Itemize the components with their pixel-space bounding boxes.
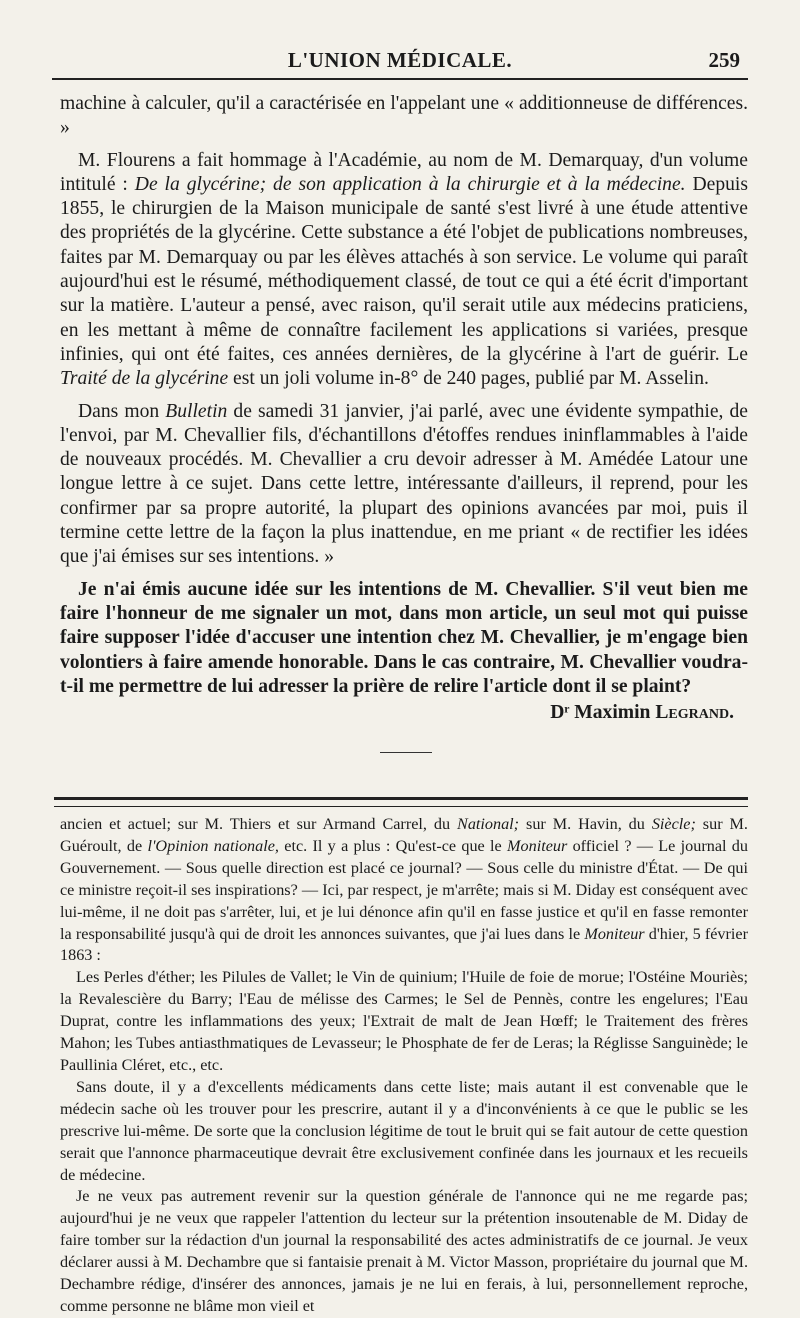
- footnote-separator: [54, 797, 748, 807]
- paragraph-2: [60, 149, 748, 392]
- text-span: d'hier, 5 février 1863 :: [60, 924, 748, 965]
- footnote-text: [60, 814, 748, 1318]
- text-span: Dans mon: [78, 400, 166, 422]
- bulletin-title: Bulletin: [165, 400, 228, 422]
- book-title: De la glycérine; de son application à la chirurgie et à la médecine.: [134, 173, 686, 195]
- text-span: sur M. Guéroult, de: [60, 815, 748, 855]
- main-text: [60, 92, 748, 725]
- paragraph-1: machine à calculer, qu'il a caractérisée en l'appelant une « additionneuse de différences. »: [60, 93, 748, 139]
- header-rule: [52, 78, 748, 80]
- running-title: L'UNION MÉDICALE.: [287, 48, 513, 72]
- page-number: 259: [708, 48, 740, 72]
- newspaper-title: Moniteur: [507, 836, 568, 855]
- text-span: est un joli volume in-8° de 240 pages, publié par M. Asselin.: [228, 368, 709, 390]
- page-header: [60, 44, 740, 74]
- text-span: etc. Il y a plus : Qu'est-ce que le: [278, 836, 508, 855]
- paragraph-3: [60, 400, 748, 570]
- book-title-short: Traité de la glycérine: [60, 368, 229, 390]
- footnote-paragraph-2: Les Perles d'éther; les Pilules de Vallet; le Vin de quinium; l'Huile de foie de morue; l'Ostéine Mouriès; la Revalescière du Barry; l'Eau de mélisse des Carmes; le Sel de Pennès, contre les engelures; l'Eau Duprat, contre les inflammations des yeux; l'Extrait de malt de Jean Hœff; le Traitement des frères Mahon; les Tubes antiasthmatiques de Levasseur; le Phosphate de fer de Leras; la Réglisse Sanguinède; le Paullinia Cléret, etc., etc.: [60, 968, 748, 1074]
- signature-name: Legrand.: [655, 702, 734, 724]
- text-span: Depuis 1855, le chirurgien de la Maison municipale de santé s'est livré à une étude attentive des propriétés de la glycérine. Cette substance a été l'objet de publications nombreuses, faites par M. Demarquay ou par les élèves attachés à son service. Le volume qui paraît aujourd'hui est le résumé, méthodiquement classé, de tout ce qui a été écrit d'important sur la matière. L'auteur a pensé, avec raison, qu'il serait utile aux médecins praticiens, en les mettant à même de connaître facilement les applications si variées, presque infinies, qui ont été faites, ces années dernières, de la glycérine à l'art de guérir. Le: [60, 173, 748, 365]
- section-divider: [380, 752, 432, 753]
- newspaper-title: Siècle;: [651, 815, 696, 833]
- newspaper-title: Moniteur: [584, 924, 645, 943]
- paragraph-4: Je n'ai émis aucune idée sur les intentions de M. Chevallier. S'il veut bien me faire l'honneur de me signaler un mot, dans mon article, un seul mot qui puisse faire supposer l'idée d'accuser une intention chez M. Chevallier, je m'engage bien volontiers à faire amende honorable. Dans le cas contraire, M. Chevallier voudra-t-il me permettre de lui adresser la prière de relire l'article dont il se plaint?: [60, 578, 748, 697]
- footnote-paragraph-3: Sans doute, il y a d'excellents médicaments dans cette liste; mais autant il est convenable que le médecin sache où les trouver pour les prescrire, autant il y a d'inconvénients à ce que le public se les prescrive lui-même. De sorte que la conclusion légitime de tout le bruit qui se fait autour de cette question serait que l'annonce pharmaceutique devrait être exclusivement confinée dans les journaux et les recueils de médecine.: [60, 1077, 748, 1184]
- text-span: de samedi 31 janvier, j'ai parlé, avec une évidente sympathie, de l'envoi, par M. Chevallier fils, d'échantillons d'étoffes rendues ininflammables à l'aide de nouveaux procédés. M. Chevallier a cru devoir adresser à M. Amédée Latour une longue lettre à ce sujet. Dans cette lettre, intéressante d'ailleurs, il reprend, pour les confirmer par sa propre autorité, la plupart des opinions avancées par moi, puis il termine cette lettre de la façon la plus inattendue, en me priant « de rectifier les idées que j'ai émises sur ses intentions. »: [60, 400, 748, 568]
- text-span: ancien et actuel; sur M. Thiers et sur Armand Carrel, du: [60, 815, 458, 833]
- signature: [60, 701, 748, 725]
- newspaper-title: l'Opinion nationale,: [147, 836, 279, 855]
- text-span: officiel ? — Le journal du Gouvernement. — Sous quelle direction est placé ce journal? — Sous celle du ministre d'État. — De qui ce ministre reçoit-il ses inspirations? — Ici, par respect, je m'arrête; mais si M. Diday est conséquent avec lui-même, il ne doit pas s'arrêter, lui, et je lui dénonce afin qu'il en fasse justice et qu'il en fasse remonter la responsabilité jusqu'à qui de droit les annonces suivantes, que j'ai lues dans le: [60, 836, 748, 943]
- text-span: sur M. Havin, du: [519, 815, 652, 833]
- newspaper-title: National;: [457, 815, 520, 833]
- text-span: M. Flourens a fait hommage à l'Académie, au nom de M. Demarquay, d'un volume intitulé :: [60, 149, 748, 195]
- signature-prefix: Dʳ Maximin: [550, 702, 656, 724]
- footnote-paragraph-1: [60, 814, 748, 967]
- footnote-paragraph-4: Je ne veux pas autrement revenir sur la question générale de l'annonce qui ne me regarde pas; aujourd'hui je ne veux que rappeler l'attention du lecteur sur la prétention insoutenable de M. Diday de faire tomber sur la rédaction d'un journal la responsabilité des actes administratifs de ce journal. Je veux déclarer aussi à M. Dechambre que si fantaisie prenait à M. Victor Masson, propriétaire du journal que M. Dechambre rédige, d'insérer des annonces, jamais je ne lui en ferais, à lui, personnellement reproche, comme personne ne blâme mon vieil et: [60, 1187, 748, 1315]
